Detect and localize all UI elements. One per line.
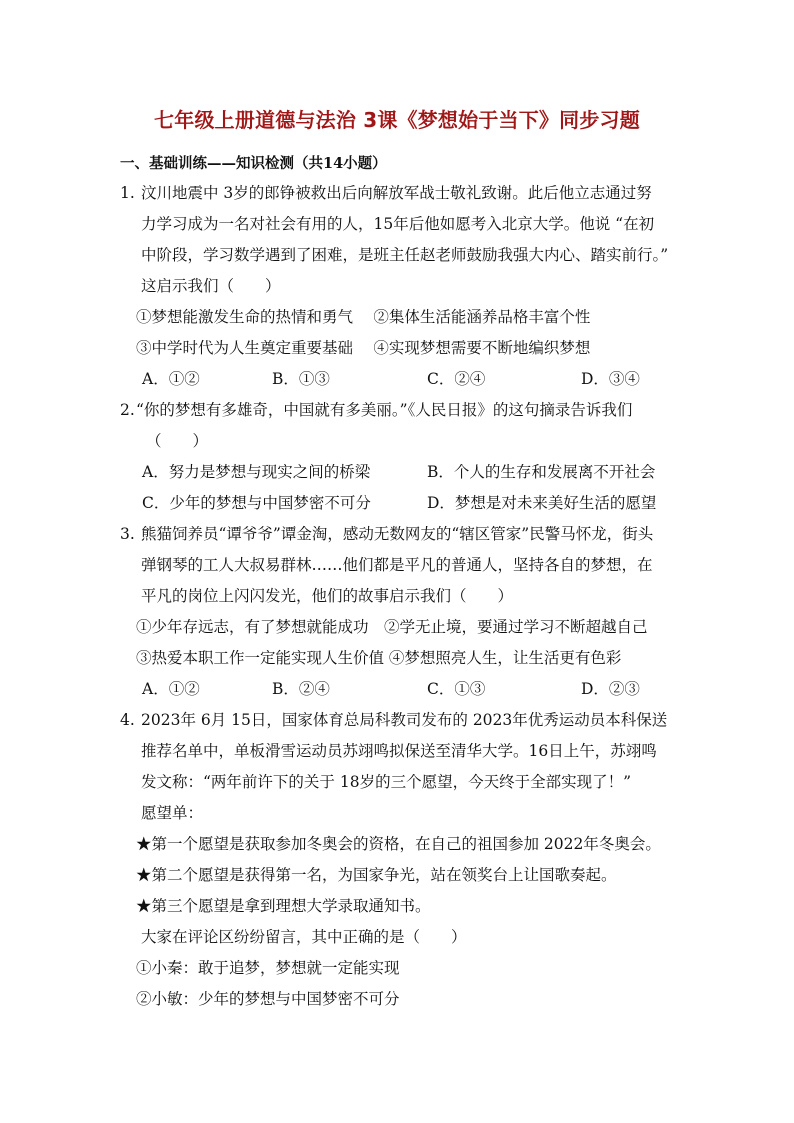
question-4-item: ①小秦：敢于追梦，梦想就一定能实现 bbox=[136, 959, 400, 977]
question-3-line: 平凡的岗位上闪闪发光，他们的故事启示我们（ ） bbox=[141, 587, 514, 605]
question-2-option-b: B．个人的生存和发展离不开社会 bbox=[427, 463, 656, 481]
question-2-line: “你的梦想有多雄奇，中国就有多美丽。”《人民日报》的这句摘录告诉我们 bbox=[136, 401, 633, 419]
question-1-line: 中阶段，学习数学遇到了困难，是班主任赵老师鼓励我强大内心、踏实前行。” bbox=[141, 246, 669, 264]
question-3-option-a: A．①② bbox=[142, 680, 200, 698]
question-3-option-d: D．②③ bbox=[581, 680, 640, 698]
question-3-number: 3. bbox=[120, 525, 135, 543]
question-4-number: 4. bbox=[120, 711, 135, 729]
question-1-item: ①梦想能激发生命的热情和勇气 ②集体生活能涵养品格丰富个性 bbox=[136, 308, 591, 326]
question-1-option-d: D．③④ bbox=[581, 370, 640, 388]
question-2-option-a: A．努力是梦想与现实之间的桥梁 bbox=[142, 463, 371, 481]
document-title: 七年级上册道德与法治 3课《梦想始于当下》同步习题 bbox=[154, 108, 640, 132]
question-4-line: 大家在评论区纷纷留言，其中正确的是（ ） bbox=[141, 928, 467, 946]
question-2-line: （ ） bbox=[146, 432, 209, 450]
question-1-option-a: A．①② bbox=[142, 370, 200, 388]
question-1-line: 汶川地震中 3岁的郎铮被救出后向解放军战士敬礼致谢。此后他立志通过努 bbox=[141, 184, 652, 202]
question-2-option-c: C．少年的梦想与中国梦密不可分 bbox=[142, 494, 371, 512]
question-3-item: ③热爱本职工作一定能实现人生价值 ④梦想照亮人生，让生活更有色彩 bbox=[136, 649, 622, 667]
question-4-wish: ★第三个愿望是拿到理想大学录取通知书。 bbox=[136, 897, 431, 915]
question-1-line: 这启示我们（ ） bbox=[141, 277, 281, 295]
question-4-wish: ★第二个愿望是获得第一名，为国家争光，站在领奖台上让国歌奏起。 bbox=[136, 866, 617, 884]
question-4-item: ②小敏：少年的梦想与中国梦密不可分 bbox=[136, 990, 400, 1008]
question-2-option-d: D．梦想是对未来美好生活的愿望 bbox=[427, 494, 657, 512]
question-3-line: 弹钢琴的工人大叔易群林……他们都是平凡的普通人，坚持各自的梦想，在 bbox=[141, 556, 653, 574]
question-3-line: 熊猫饲养员“谭爷爷”谭金淘，感动无数网友的“辖区管家”民警马怀龙，街头 bbox=[141, 525, 654, 543]
question-1-option-c: C．②④ bbox=[427, 370, 486, 388]
question-3-option-c: C．①③ bbox=[427, 680, 486, 698]
question-1-item: ③中学时代为人生奠定重要基础 ④实现梦想需要不断地编织梦想 bbox=[136, 339, 591, 357]
question-4-line: 发文称：“两年前许下的关于 18岁的三个愿望，今天终于全部实现了！” bbox=[141, 773, 632, 791]
question-3-option-b: B．②④ bbox=[272, 680, 330, 698]
question-1-number: 1. bbox=[120, 184, 135, 202]
question-1-option-b: B．①③ bbox=[272, 370, 330, 388]
question-2-number: 2. bbox=[120, 401, 135, 419]
question-1-line: 力学习成为一名对社会有用的人，15年后他如愿考入北京大学。他说 “在初 bbox=[141, 215, 655, 233]
question-4-line: 推荐名单中，单板滑雪运动员苏翊鸣拟保送至清华大学。16日上午，苏翊鸣 bbox=[141, 742, 657, 760]
section-heading: 一、基础训练——知识检测（共14小题） bbox=[120, 155, 387, 172]
question-4-line: 2023年 6月 15日，国家体育总局科教司发布的 2023年优秀运动员本科保送 bbox=[141, 711, 668, 729]
question-3-item: ①少年存远志，有了梦想就能成功 ②学无止境，要通过学习不断超越自己 bbox=[136, 618, 648, 636]
question-4-wish: ★第一个愿望是获取参加冬奥会的资格，在自己的祖国参加 2022年冬奥会。 bbox=[136, 835, 661, 853]
question-4-line: 愿望单： bbox=[141, 804, 204, 822]
